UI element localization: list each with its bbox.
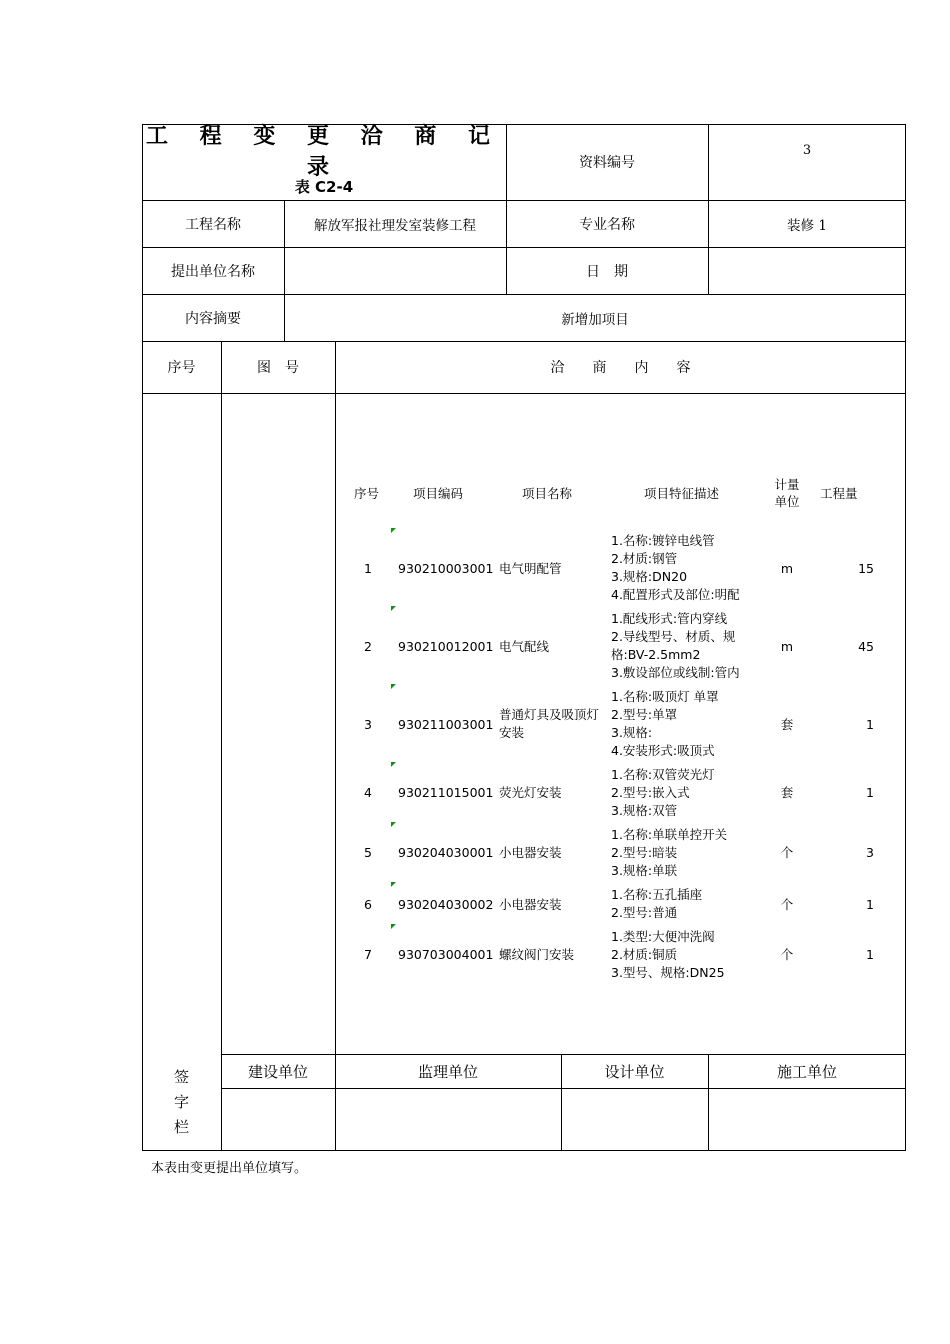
item-desc-line: 3.敷设部位或线制:管内 (611, 665, 740, 680)
cell-marker-icon (391, 528, 396, 533)
item-name: 小电器安装 (499, 845, 562, 860)
item-desc-line: 格:BV-2.5mm2 (611, 647, 701, 662)
item-seq: 5 (364, 845, 372, 860)
col-seq-header: 序号 (167, 360, 196, 376)
col-drawing-header: 图 号 (257, 360, 299, 376)
project-name-label: 工程名称 (185, 216, 241, 233)
project-name-value: 解放军报社理发室装修工程 (314, 217, 476, 234)
item-desc-line: 2.型号:普通 (611, 905, 678, 920)
item-code: 930210003001 (398, 561, 494, 576)
item-seq: 6 (364, 897, 372, 912)
item-seq: 3 (364, 717, 372, 732)
row-divider (142, 393, 906, 394)
form-title: 工 程 变 更 洽 商 记 录 (146, 124, 502, 180)
sign-owner-field[interactable] (222, 1089, 334, 1150)
summary-label: 内容摘要 (185, 310, 241, 327)
item-unit: 个 (780, 947, 794, 962)
items-header-name: 项目名称 (522, 486, 573, 501)
sign-supervisor-field[interactable] (336, 1089, 560, 1150)
date-label: 日 期 (586, 263, 628, 280)
sign-designer-label: 设计单位 (604, 1062, 665, 1081)
cell-marker-icon (391, 606, 396, 611)
item-desc-line: 2.材质:铜质 (611, 947, 678, 962)
cell-marker-icon (391, 762, 396, 767)
item-code: 930204030001 (398, 845, 494, 860)
items-header-code: 项目编码 (413, 486, 464, 501)
discipline-value: 装修 1 (787, 217, 827, 234)
item-desc-line: 1.名称:镀锌电线管 (611, 533, 715, 548)
item-desc-line: 3.规格: (611, 725, 653, 740)
col-divider (335, 341, 336, 1151)
item-desc (611, 928, 725, 982)
item-code: 930211003001 (398, 717, 494, 732)
submitter-value[interactable] (284, 247, 506, 294)
items-header-qty: 工程量 (820, 486, 858, 501)
sign-section-label (142, 1065, 221, 1140)
cell-marker-icon (391, 684, 396, 689)
item-desc-line: 1.名称:单联单控开关 (611, 827, 728, 842)
sign-owner-label: 建设单位 (247, 1062, 308, 1081)
item-desc (611, 766, 715, 820)
item-unit: 个 (780, 897, 794, 912)
item-qty: 45 (858, 639, 874, 654)
item-code: 930703004001 (398, 947, 494, 962)
sign-supervisor-label: 监理单位 (417, 1062, 478, 1081)
item-qty: 1 (866, 785, 874, 800)
item-desc (611, 532, 740, 604)
sign-label-char: 签 (173, 1068, 189, 1086)
submitter-label: 提出单位名称 (171, 263, 255, 280)
item-desc-line: 2.材质:钢管 (611, 551, 678, 566)
item-code: 930210012001 (398, 639, 494, 654)
sign-label-char: 栏 (173, 1118, 189, 1136)
col-divider (221, 341, 222, 1151)
item-desc-line: 1.类型:大便冲洗阀 (611, 929, 715, 944)
item-seq: 2 (364, 639, 372, 654)
item-name: 电气明配管 (499, 561, 562, 576)
sign-label-char: 字 (173, 1093, 189, 1111)
item-desc (611, 610, 740, 682)
footnote: 本表由变更提出单位填写。 (151, 1161, 308, 1176)
col-content-header: 洽 商 内 容 (550, 360, 691, 376)
doc-no-value: 3 (802, 142, 812, 158)
item-seq: 1 (364, 561, 372, 576)
item-unit: 个 (780, 845, 794, 860)
summary-value: 新增加项目 (561, 311, 629, 328)
item-desc-line: 4.安装形式:吸顶式 (611, 743, 715, 758)
item-qty: 1 (866, 717, 874, 732)
item-unit: 套 (780, 785, 794, 800)
discipline-label: 专业名称 (579, 216, 635, 233)
item-desc-line: 1.名称:五孔插座 (611, 887, 703, 902)
item-name: 普通灯具及吸顶灯安装 (499, 707, 600, 740)
form-subtitle: 表 C2-4 (294, 177, 354, 196)
cell-marker-icon (391, 924, 396, 929)
item-desc-line: 3.型号、规格:DN25 (611, 965, 725, 980)
item-desc-line: 3.规格:双管 (611, 803, 678, 818)
item-unit: m (780, 561, 794, 576)
item-desc-line: 3.规格:DN20 (611, 569, 688, 584)
item-name: 螺纹阀门安装 (499, 947, 575, 962)
item-seq: 7 (364, 947, 372, 962)
item-qty: 15 (858, 561, 874, 576)
item-name: 小电器安装 (499, 897, 562, 912)
item-desc-line: 3.规格:单联 (611, 863, 678, 878)
item-qty: 1 (866, 897, 874, 912)
item-code: 930211015001 (398, 785, 494, 800)
items-header-unit (770, 476, 804, 510)
cell-marker-icon (391, 822, 396, 827)
item-seq: 4 (364, 785, 372, 800)
item-name: 电气配线 (499, 639, 550, 654)
item-name: 荧光灯安装 (499, 785, 562, 800)
sign-contractor-label: 施工单位 (776, 1062, 837, 1081)
item-desc-line: 2.导线型号、材质、规 (611, 629, 736, 644)
item-desc-line: 2.型号:嵌入式 (611, 785, 690, 800)
item-desc-line: 2.型号:单罩 (611, 707, 678, 722)
item-code: 930204030002 (398, 897, 494, 912)
item-qty: 3 (866, 845, 874, 860)
item-desc-line: 2.型号:暗装 (611, 845, 678, 860)
sign-contractor-field[interactable] (709, 1089, 905, 1150)
item-desc-line: 1.配线形式:管内穿线 (611, 611, 728, 626)
sign-designer-field[interactable] (562, 1089, 707, 1150)
items-header-unit-line2: 单位 (774, 494, 800, 509)
items-header-seq: 序号 (354, 486, 380, 501)
item-desc (611, 688, 719, 760)
item-desc-line: 1.名称:双管荧光灯 (611, 767, 715, 782)
item-desc (611, 826, 727, 880)
item-desc-line: 1.名称:吸顶灯 单罩 (611, 689, 719, 704)
item-unit: m (780, 639, 794, 654)
item-qty: 1 (866, 947, 874, 962)
item-desc (611, 886, 702, 922)
date-value[interactable] (708, 247, 906, 294)
item-desc-line: 4.配置形式及部位:明配 (611, 587, 740, 602)
doc-no-label: 资料编号 (579, 155, 635, 171)
cell-marker-icon (391, 882, 396, 887)
item-unit: 套 (780, 717, 794, 732)
items-header-desc: 项目特征描述 (644, 486, 720, 501)
items-header-unit-line1: 计量 (774, 477, 800, 492)
